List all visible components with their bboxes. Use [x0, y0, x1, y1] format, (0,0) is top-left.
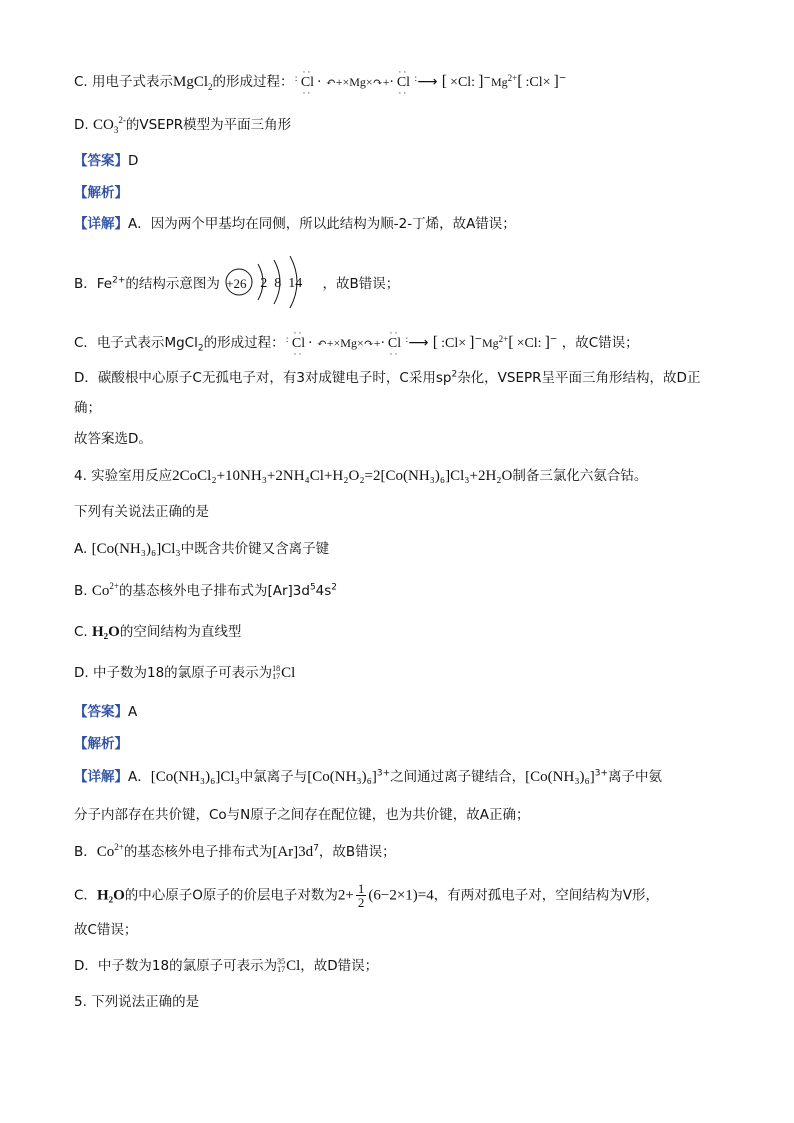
- fe-structure-diagram: [224, 268, 314, 300]
- detail-2-c-cont: 故C错误；: [74, 922, 138, 938]
- detail-2-c: C．H₂O的中心原子O原子的价层电子对数为2+ $\frac{1}{2}$ (6−2×1)=4，有两对孤电子对，空间结构为V形，: [74, 881, 660, 910]
- question-4-cont: 下列有关说法正确的是: [74, 504, 209, 520]
- q4-equation: 2CoCl₂+10NH₃+2NH₄Cl+H₂O₂=2[Co(NH₃)₆]Cl₃+2H₂O: [172, 468, 513, 484]
- detail-1-d: D．碳酸根中心原子C无孤电子对，有3对成键电子时，C采用$sp^2$杂化，VSEPR呈平面三角形结构，故D正: [74, 369, 701, 386]
- conclusion-1: 故答案选D。: [74, 431, 152, 447]
- question-5: 5. 下列说法正确的是: [74, 994, 200, 1010]
- detail-1-d-cont: 确；: [74, 400, 101, 416]
- answer-1: [74, 151, 138, 171]
- question-4: 4. 实验室用反应2CoCl₂+10NH₃+2NH₄Cl+H₂O₂=2[Co(NH₃)₆]Cl₃+2H₂O制备三氯化六氨合钴。: [74, 468, 648, 484]
- fe-shell-numbers: 2 8 14: [260, 276, 303, 291]
- q4-option-b: B. $Co^{2+}$的基态核外电子排布式为$[Ar]3d^54s^2$: [74, 581, 338, 599]
- detail-1-b: B．$Fe^{2+}$的结构示意图为 +26 2 8 14 ，故B错误；: [74, 268, 399, 300]
- option-c-line: [74, 67, 567, 98]
- detail-1-c: C．电子式表示MgCl$_2$的形成过程： ·· : Cl ·· · ↶+×Mg×↷+· ·· Cl : ·· ⟶ [ :Cl× ]$^-Mg^{2+}[ \times Cl$: ]− ，故C错误；: [74, 328, 639, 359]
- explanation-label-2: 【解析】: [74, 736, 128, 752]
- option-c-text: C. 用电子式表示: [74, 74, 174, 90]
- mgcl2-formula: MgCl$_2$: [173, 74, 213, 92]
- detail-2-b: B．$Co^{2+}$的基态核外电子排布式为$[Ar]3d^7$，故B错误；: [74, 842, 396, 860]
- q4-option-d: D. 中子数为18的氯原子可表示为 18 17 Cl: [74, 664, 296, 681]
- explanation-label-1: 【解析】: [74, 185, 128, 201]
- fe-nucleus-label: +26: [226, 276, 247, 291]
- electron-dot-formation-2: ·· : Cl ·· · ↶+×Mg×↷+· ·· Cl : ·· ⟶ [ :Cl× ]$^-Mg^{2+}[ \times Cl$: ]−: [285, 328, 558, 359]
- q4-option-a: A. [Co(NH₃)₆]Cl₃中既含共价键又含离子键: [74, 541, 330, 557]
- co3-formula: $CO_3^{2-}$: [92, 115, 126, 135]
- detail-2-d: D．中子数为18的氯原子可表示为 35 17 Cl，故D错误；: [74, 957, 379, 974]
- option-d-line: D. $CO_3^{2-}$的VSEPR模型为平面三角形: [74, 115, 292, 135]
- detail-2-a: 【详解】A．[Co(NH₃)₆]Cl₃中氯离子与$[Co(NH_3)_6]^{3+}$之间通过离子键结合，$[Co(NH_3)_6]^{3+}$离子中氨: [74, 768, 663, 785]
- detail-1-a: 【详解】A．因为两个甲基均在同侧，所以此结构为顺-2-丁烯，故A错误；: [74, 216, 516, 232]
- process-label: 的形成过程：: [212, 74, 294, 90]
- answer-2: 【答案】A: [74, 704, 138, 720]
- electron-dot-formation-1: ·· : Cl ·· · ↶+×Mg×↷+· ·· Cl : ·· ⟶ [ ×Cl: ]$^-Mg^{2+}$[ :Cl× ]−: [294, 67, 567, 98]
- detail-2-a-cont: 分子内部存在共价键，Co与N原子之间存在配位键，也为共价键，故A正确；: [74, 807, 530, 823]
- answer-label: 【答案】: [74, 153, 128, 169]
- answer-value: D: [128, 153, 139, 169]
- fraction-half: $\frac{1}{2}$: [357, 881, 365, 910]
- q4-option-c: C. H₂O的空间结构为直线型: [74, 624, 242, 640]
